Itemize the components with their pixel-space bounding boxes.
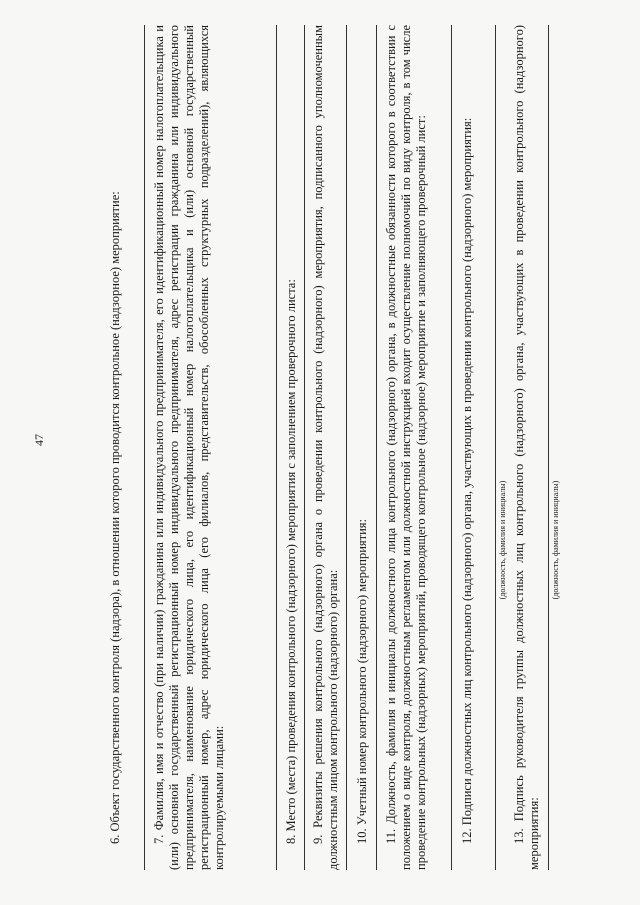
- item-6-text: 6. Объект государственного контроля (надзора), в отношении которого проводится контрольное (надзорное) мероприятие:: [108, 191, 122, 844]
- item-12: [460, 25, 475, 870]
- signature-line-item-13: [548, 25, 549, 870]
- item-6: [108, 25, 123, 870]
- fill-line-item-6: [144, 25, 145, 870]
- page-number: 47: [32, 434, 46, 446]
- item-8-text: 8. Место (места) проведения контрольного (надзорного) мероприятия с заполнением проверочного листа:: [284, 279, 298, 844]
- item-11: [384, 25, 429, 870]
- item-10: [355, 25, 370, 870]
- fill-line-item-8: [304, 25, 305, 870]
- item-10-text: 10. Учетный номер контрольного (надзорного) мероприятия:: [355, 518, 369, 844]
- item-8: [284, 25, 299, 870]
- item-7-text: 7. Фамилия, имя и отчество (при наличии) гражданина или индивидуального предпринимателя, его идентификационный номер налогоплательщика и (или) основной государственный регистрационный номер индивидуального предпринимателя, адрес регистрации гражданина или индивидуального предпринимателя, наименование юридического лица, его идентификационный номер налогоплательщика и (или) основной государственный регистрационный номер, адрес юридического лица (его филиалов, представительств, обособленных структурных подразделений), являющихся контролируемыми лицами:: [152, 25, 226, 870]
- item-13-text: 13. Подпись руководителя группы должностных лиц контрольного (надзорного) органа, участвующих в проведении контрольного (надзорного) мероприятия:: [512, 25, 541, 870]
- fill-line-item-10: [376, 25, 377, 870]
- caption-signature-12: (должность, фамилия и инициалы): [498, 480, 507, 600]
- item-11-text: 11. Должность, фамилия и инициалы должностного лица контрольного (надзорного) органа, в должностные обязанности которого в соответствии с положением о виде контроля, должностным регламентом или должностной инструкцией входит осуществление полномочий по виду контроля, в том числе проведение контрольных (надзорных) мероприятий, проводящего контрольное (надзорное) мероприятие и заполняющего проверочный лист:: [384, 25, 428, 870]
- item-9-text: 9. Реквизиты решения контрольного (надзорного) органа о проведении контрольного (надзорного) мероприятия, подписанного уполномоченным должностным лицом контрольного (надзорного) органа:: [311, 25, 340, 870]
- caption-signature-13: (должность, фамилия и инициалы): [551, 480, 560, 600]
- fill-line-item-7: [276, 25, 277, 870]
- signature-line-item-12: [495, 25, 496, 870]
- item-9: [311, 25, 341, 870]
- fill-line-item-11: [451, 25, 452, 870]
- fill-line-item-9: [346, 25, 347, 870]
- item-7: [152, 25, 227, 870]
- checklist-form-body: [108, 25, 563, 870]
- item-12-text: 12. Подписи должностных лиц контрольного (надзорного) органа, участвующих в проведении контрольного (надзорного) мероприятия:: [460, 117, 474, 844]
- item-13: [512, 25, 542, 870]
